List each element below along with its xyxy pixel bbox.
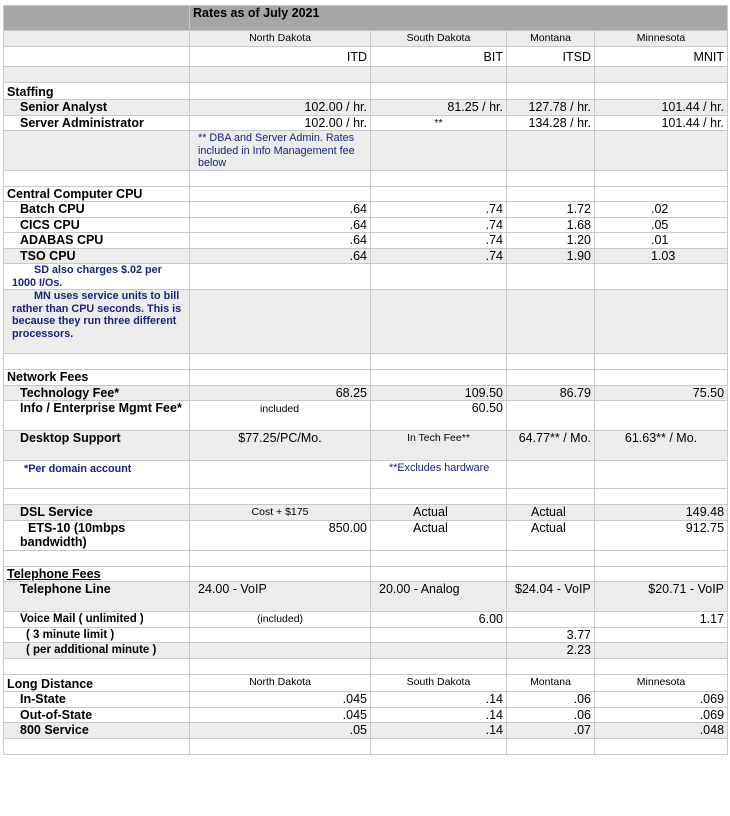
agency-header: ITD <box>190 46 371 66</box>
spacer-row <box>4 170 728 186</box>
table-row: Technology Fee* 68.25 109.50 86.79 75.50 <box>4 385 728 401</box>
table-row: Desktop Support $77.25/PC/Mo. In Tech Fee** 64.77** / Mo. 61.63** / Mo. <box>4 431 728 461</box>
page-title: Rates as of July 2021 <box>190 6 728 31</box>
note-dba: ** DBA and Server Admin. Rates included in Info Management fee below <box>190 131 371 171</box>
state-header: South Dakota <box>371 31 507 47</box>
section-staffing <box>4 82 728 100</box>
title-spacer <box>4 6 190 31</box>
state-header: Minnesota <box>595 31 728 47</box>
table-row <box>4 131 728 171</box>
agency-header: ITSD <box>507 46 595 66</box>
state-header: North Dakota <box>190 31 371 47</box>
table-row: Senior Analyst 102.00 / hr. 81.25 / hr. 127.78 / hr. 101.44 / hr. <box>4 100 728 116</box>
table-row: Out-of-State .045 .14 .06 .069 <box>4 707 728 723</box>
table-row: Telephone Line 24.00 - VoIP 20.00 - Analog $24.04 - VoIP $20.71 - VoIP <box>4 582 728 612</box>
note-domain: *Per domain account <box>4 461 190 489</box>
spacer-row <box>4 354 728 370</box>
spacer-row <box>4 738 728 754</box>
table-row: In-State .045 .14 .06 .069 <box>4 692 728 708</box>
spacer-row <box>4 489 728 505</box>
spacer-row <box>4 550 728 566</box>
table-row <box>4 461 728 489</box>
rates-table <box>3 5 728 755</box>
section-telephone <box>4 566 728 582</box>
section-cpu <box>4 186 728 202</box>
section-network <box>4 370 728 386</box>
table-row: 800 Service .05 .14 .07 .048 <box>4 723 728 739</box>
state-header: Montana <box>507 31 595 47</box>
state-header: North Dakota <box>190 674 371 692</box>
table-row: ADABAS CPU .64 .74 1.20 .01 <box>4 233 728 249</box>
state-header: Montana <box>507 674 595 692</box>
spacer-row <box>4 658 728 674</box>
table-row: CICS CPU .64 .74 1.68 .05 <box>4 217 728 233</box>
note-mn-service-units: MN uses service units to bill rather than CPU seconds. This is because they run three different processors. <box>4 290 190 354</box>
table-row: Server Administrator 102.00 / hr. ** 134.28 / hr. 101.44 / hr. <box>4 115 728 131</box>
section-header: Network Fees <box>4 370 190 386</box>
table-row: TSO CPU .64 .74 1.90 1.03 <box>4 248 728 264</box>
section-header: Central Computer CPU <box>4 186 190 202</box>
spacer-row <box>4 66 728 82</box>
agency-header-row <box>4 46 728 66</box>
note-sd-io: SD also charges $.02 per 1000 I/Os. <box>4 264 190 290</box>
table-row <box>4 290 728 354</box>
table-row: Batch CPU .64 .74 1.72 .02 <box>4 202 728 218</box>
state-header-row <box>4 31 728 47</box>
agency-header: MNIT <box>595 46 728 66</box>
section-header: Telephone Fees <box>4 566 190 582</box>
table-row: ( 3 minute limit ) 3.77 <box>4 627 728 643</box>
table-row <box>4 264 728 290</box>
table-row: ETS-10 (10mbps bandwidth) 850.00 Actual Actual 912.75 <box>4 520 728 550</box>
table-row: ( per additional minute ) 2.23 <box>4 643 728 659</box>
table-row: Voice Mail ( unlimited ) (included) 6.00 1.17 <box>4 612 728 628</box>
section-long-distance <box>4 674 728 692</box>
note-hardware: **Excludes hardware <box>371 461 507 489</box>
table-row: DSL Service Cost + $175 Actual Actual 149.48 <box>4 505 728 521</box>
title-row <box>4 6 728 31</box>
table-row: Info / Enterprise Mgmt Fee* included 60.50 <box>4 401 728 431</box>
section-header: Long Distance <box>4 674 190 692</box>
section-header: Staffing <box>4 82 190 100</box>
state-header: South Dakota <box>371 674 507 692</box>
agency-header: BIT <box>371 46 507 66</box>
state-header: Minnesota <box>595 674 728 692</box>
